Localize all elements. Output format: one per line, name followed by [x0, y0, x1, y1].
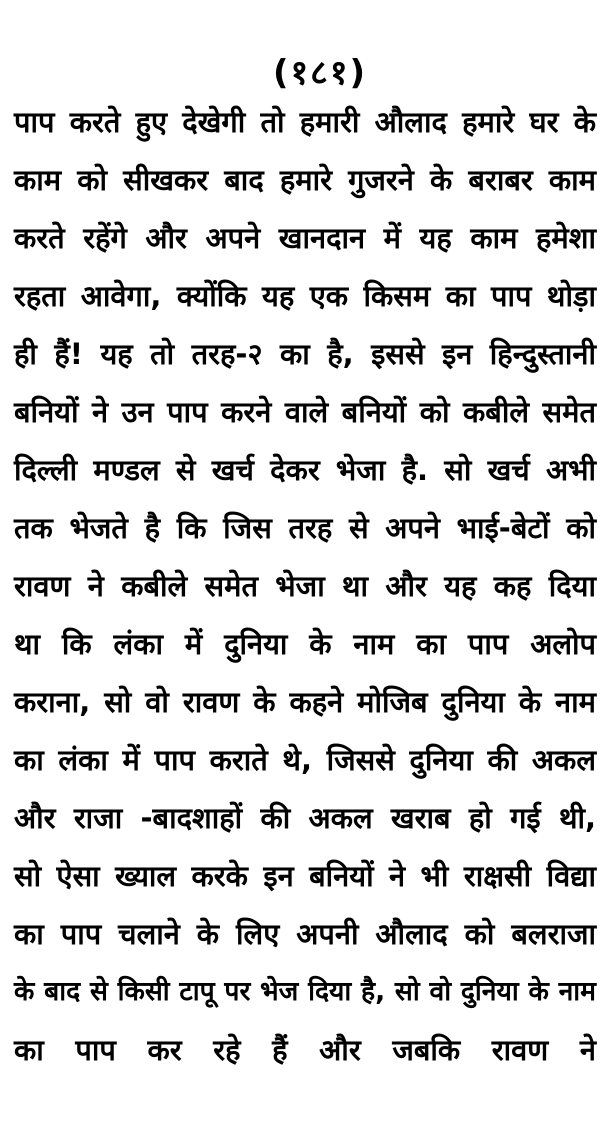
text-line-5: ही हैं! यह तो तरह-२ का है, इससे इन हिन्दुस्तानी: [14, 337, 596, 371]
text-line-1: पाप करते हुए देखेगी तो हमारी औलाद हमारे घर के: [14, 105, 596, 139]
text-line-3: करते रहेंगे और अपने खानदान में यह काम हमेशा: [14, 221, 596, 255]
text-line-6: बनियों ने उन पाप करने वाले बनियों को कबीले समेत: [14, 395, 596, 429]
text-line-13: और राजा -बादशाहों की अकल खराब हो गई थी,: [14, 801, 596, 835]
text-line-7: दिल्ली मण्डल से खर्च देकर भेजा है. सो खर्च अभी: [14, 453, 596, 487]
text-line-4: रहता आवेगा, क्योंकि यह एक किसम का पाप थोड़ा: [14, 279, 596, 313]
page-number: (१८१): [272, 53, 368, 93]
text-line-2: काम को सीखकर बाद हमारे गुजरने के बराबर काम: [14, 163, 596, 197]
text-line-11: कराना, सो वो रावण के कहने मोजिब दुनिया के नाम: [14, 685, 596, 719]
text-line-17: का पाप कर रहे हैं और जबकि रावण ने: [14, 1033, 596, 1067]
text-line-15: का पाप चलाने के लिए अपनी औलाद को बलराजा: [14, 917, 596, 951]
text-line-12: का लंका में पाप कराते थे, जिससे दुनिया की अकल: [14, 743, 596, 777]
text-line-8: तक भेजते है कि जिस तरह से अपने भाई-बेटों को: [14, 511, 596, 545]
text-line-16: के बाद से किसी टापू पर भेज दिया है, सो वो दुनिया के नाम: [14, 976, 596, 1007]
text-line-14: सो ऐसा ख्याल करके इन बनियों ने भी राक्षसी विद्या: [14, 859, 596, 893]
text-line-10: था कि लंका में दुनिया के नाम का पाप अलोप: [14, 627, 596, 661]
text-line-9: रावण ने कबीले समेत भेजा था और यह कह दिया: [14, 569, 596, 603]
